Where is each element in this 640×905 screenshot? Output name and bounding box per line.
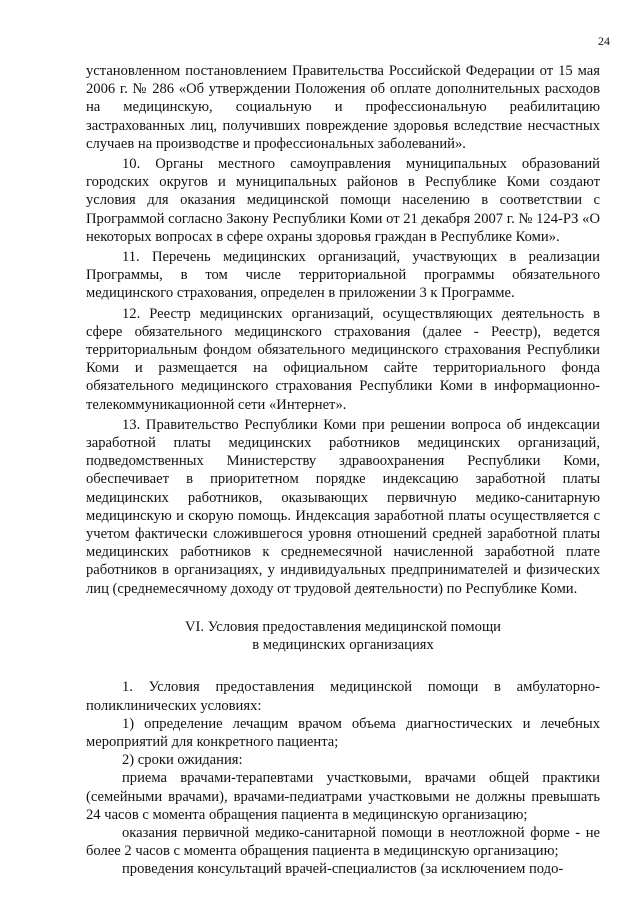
paragraph-10: 10. Органы местного самоуправления муниципальных образований городских округов и муниципальных районов в Республике Коми создают условия для оказания медицинской помощи населению в соответствии с Программой согласно Закону Республики Коми от 21 декабря 2007 г. № 124-РЗ «О некоторых вопросах в сфере охраны здоровья граждан в Республике Коми». <box>86 156 600 245</box>
section-heading-line-2: в медицинских организациях <box>252 637 434 654</box>
paragraph-13: 13. Правительство Республики Коми при решении вопроса об индексации заработной платы медицинских работников медицинских организаций, подведомственных Министерству здравоохранения Республики Коми, обеспечивает в приоритетном порядке индексацию заработной платы медицинских работников, оказывающих первичную медико-санитарную медицинскую и скорую помощь. Индексация заработной платы осуществляется с учетом фактически сложившегося уровня отношений средней заработной платы медицинских работников к среднемесячной начисленной заработной плате работников в организациях, у индивидуальных предпринимателей и физических лиц (среднемесячному доходу от трудовой деятельности) по Республике Коми. <box>86 416 600 597</box>
paragraph-12: 12. Реестр медицинских организаций, осуществляющих деятельность в сфере обязательного медицинского страхования (далее - Реестр), ведется территориальным фондом обязательного медицинского страхования Республики Коми и размещается на официальном сайте территориального фонда обязательного медицинского страхования Республики Коми в информационно-телекоммуникационной сети «Интернет». <box>86 305 600 413</box>
section-item-2: 2) сроки ожидания: <box>122 752 243 769</box>
section-item-1: 1) определение лечащим врачом объема диагностических и лечебных мероприятий для конкретного пациента; <box>86 715 600 750</box>
page-number: 24 <box>598 34 610 48</box>
page-content <box>86 62 600 879</box>
section-paragraph-1: 1. Условия предоставления медицинской помощи в амбулаторно-поликлинических условиях: <box>86 679 600 714</box>
section-item-2a: приема врачами-терапевтами участковыми, врачами общей практики (семейными врачами), врачами-педиатрами участковыми не должны превышать 24 часов с момента обращения пациента в медицинскую организацию; <box>86 770 600 823</box>
paragraph-continuation: установленном постановлением Правительства Российской Федерации от 15 мая 2006 г. № 286 «Об утверждении Положения об оплате дополнительных расходов на медицинскую, социальную и профессиональную реабилитацию застрахованных лиц, получивших повреждение здоровья вследствие несчастных случаев на производстве и профессиональных заболеваний». <box>86 63 600 152</box>
paragraph-11: 11. Перечень медицинских организаций, участвующих в реализации Программы, в том числе территориальной программы обязательного медицинского страхования, определен в приложении 3 к Программе. <box>86 249 600 302</box>
section-item-2b: оказания первичной медико-санитарной помощи в неотложной форме - не более 2 часов с момента обращения пациента в медицинскую организацию; <box>86 824 600 860</box>
section-heading <box>86 618 600 654</box>
section-item-2c: проведения консультаций врачей-специалистов (за исключением подо- <box>122 861 564 878</box>
section-heading-line-1: VI. Условия предоставления медицинской помощи <box>185 618 501 635</box>
